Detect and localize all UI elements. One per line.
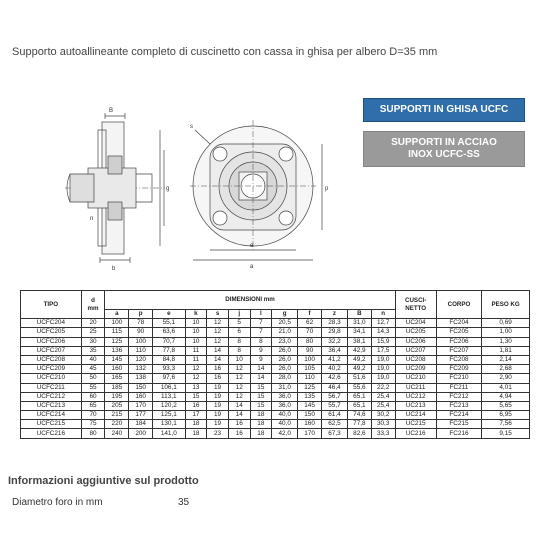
table-cell: 150 (129, 383, 153, 392)
table-cell: UCFC204 (21, 319, 82, 328)
table-cell: 7 (250, 328, 272, 337)
table-cell: 70 (298, 328, 322, 337)
dim-label-b-lower: b (112, 266, 116, 272)
dim-col-header: k (185, 310, 207, 319)
table-cell: 61,4 (321, 411, 347, 420)
table-cell: 10 (228, 355, 250, 364)
table-cell: 6 (228, 328, 250, 337)
table-cell: 115 (105, 328, 129, 337)
table-cell: 240 (105, 429, 129, 438)
table-cell: 25 (81, 328, 105, 337)
table-cell: 16 (228, 429, 250, 438)
table-cell: 4,01 (482, 383, 530, 392)
table-cell: 14 (228, 411, 250, 420)
table-cell: 120 (129, 355, 153, 364)
table-cell: 14 (207, 355, 229, 364)
table-cell: UCFC212 (21, 392, 82, 401)
table-cell: UC206 (395, 337, 436, 346)
table-cell: 51,6 (347, 374, 371, 383)
table-cell: UC209 (395, 365, 436, 374)
table-cell: 77,8 (347, 420, 371, 429)
table-cell: 220 (105, 420, 129, 429)
table-cell: 18 (250, 411, 272, 420)
table-cell: 10 (185, 319, 207, 328)
table-cell: 132 (129, 365, 153, 374)
table-row (21, 401, 530, 410)
table-cell: 42,0 (272, 429, 298, 438)
dim-col-header: B (347, 310, 371, 319)
table-cell: 26,0 (272, 365, 298, 374)
table-cell: UCFC207 (21, 346, 82, 355)
dim-label-p: p (325, 186, 329, 192)
dim-label-e: e (250, 243, 254, 249)
table-cell: UC215 (395, 420, 436, 429)
dim-col-header: p (129, 310, 153, 319)
table-cell: 141,0 (153, 429, 185, 438)
table-cell: 36,0 (272, 392, 298, 401)
table-cell: 90 (298, 346, 322, 355)
table-cell: 145 (105, 355, 129, 364)
table-cell: 10 (185, 328, 207, 337)
table-cell: 150 (298, 411, 322, 420)
table-cell: 8 (228, 346, 250, 355)
table-cell: 38,1 (347, 337, 371, 346)
table-cell: 165 (105, 374, 129, 383)
table-cell: 63,6 (153, 328, 185, 337)
table-cell: 2,90 (482, 374, 530, 383)
dim-col-header: l (250, 310, 272, 319)
table-cell: 23,0 (272, 337, 298, 346)
table-cell: 18 (185, 429, 207, 438)
dim-label-n: n (90, 216, 94, 222)
table-cell: 93,3 (153, 365, 185, 374)
table-cell: 33,3 (371, 429, 395, 438)
table-cell: 70,7 (153, 337, 185, 346)
table-row (21, 420, 530, 429)
dim-label-a: a (250, 264, 254, 270)
table-cell: 19 (207, 383, 229, 392)
table-cell: 160 (298, 420, 322, 429)
table-cell: 60 (81, 392, 105, 401)
col-header-cuscinetto (395, 291, 436, 319)
table-cell: UC213 (395, 401, 436, 410)
table-cell: 16 (207, 365, 229, 374)
table-cell: 65,1 (347, 392, 371, 401)
table-cell: UC208 (395, 355, 436, 364)
table-cell: 19 (207, 392, 229, 401)
table-cell: 130,1 (153, 420, 185, 429)
table-cell: 110 (129, 346, 153, 355)
col-header-d (81, 291, 105, 319)
table-cell: FC213 (436, 401, 481, 410)
table-cell: 14,3 (371, 328, 395, 337)
table-cell: 12 (185, 365, 207, 374)
table-cell: 62 (298, 319, 322, 328)
table-cell: 40 (81, 355, 105, 364)
table-cell: 185 (105, 383, 129, 392)
page-title: Supporto autoallineante completo di cuscinetto con cassa in ghisa per albero D=35 mm (12, 46, 438, 58)
table-cell: 80 (298, 337, 322, 346)
table-cell: 78 (129, 319, 153, 328)
table-cell: 13 (185, 383, 207, 392)
col-header-cuscinetto-line2: NETTO (405, 304, 427, 312)
table-cell: FC215 (436, 420, 481, 429)
table-cell: 35 (81, 346, 105, 355)
table-cell: 84,8 (153, 355, 185, 364)
table-cell: 9 (250, 346, 272, 355)
table-cell: 67,3 (321, 429, 347, 438)
dim-col-header: a (105, 310, 129, 319)
table-cell: 100 (105, 319, 129, 328)
table-cell: 32,2 (321, 337, 347, 346)
table-cell: 19 (207, 401, 229, 410)
table-cell: UCFC209 (21, 365, 82, 374)
table-cell: 55,1 (153, 319, 185, 328)
table-cell: 16 (185, 401, 207, 410)
table-cell: 42,6 (321, 374, 347, 383)
table-cell: FC209 (436, 365, 481, 374)
table-cell: UCFC208 (21, 355, 82, 364)
table-cell: UC214 (395, 411, 436, 420)
table-cell: 106,1 (153, 383, 185, 392)
supporti-acciaio-button[interactable] (363, 131, 525, 167)
table-cell: UC211 (395, 383, 436, 392)
table-cell: 14 (250, 365, 272, 374)
table-cell: 19 (207, 420, 229, 429)
table-cell: 170 (298, 429, 322, 438)
table-cell: 14 (250, 374, 272, 383)
table-cell: 160 (129, 392, 153, 401)
table-cell: 113,1 (153, 392, 185, 401)
table-cell: 100 (129, 337, 153, 346)
supporti-ghisa-button[interactable]: SUPPORTI IN GHISA UCFC (363, 98, 525, 122)
table-row (21, 337, 530, 346)
dim-col-header: g (272, 310, 298, 319)
table-row (21, 365, 530, 374)
table-cell: 30,3 (371, 420, 395, 429)
table-cell: FC211 (436, 383, 481, 392)
table-cell: 14 (207, 346, 229, 355)
table-cell: 42,9 (347, 346, 371, 355)
table-cell: 70 (81, 411, 105, 420)
table-row (21, 355, 530, 364)
table-cell: 4,94 (482, 392, 530, 401)
table-cell: 26,0 (272, 346, 298, 355)
table-cell: 15 (250, 392, 272, 401)
table-cell: 18 (185, 420, 207, 429)
table-cell: 0,69 (482, 319, 530, 328)
table-cell: 135 (298, 392, 322, 401)
table-cell: 16 (228, 420, 250, 429)
col-header-d-unit: mm (87, 304, 99, 312)
table-cell: 215 (105, 411, 129, 420)
table-cell: 19,0 (371, 374, 395, 383)
table-cell: UCFC215 (21, 420, 82, 429)
table-cell: 160 (105, 365, 129, 374)
table-cell: 45 (81, 365, 105, 374)
table-cell: 41,2 (321, 355, 347, 364)
table-cell: 2,68 (482, 365, 530, 374)
table-cell: 136 (105, 346, 129, 355)
table-cell: FC207 (436, 346, 481, 355)
table-cell: 19,0 (371, 355, 395, 364)
table-cell: FC212 (436, 392, 481, 401)
table-cell: UCFC210 (21, 374, 82, 383)
table-cell: 100 (298, 355, 322, 364)
table-cell: 28,3 (321, 319, 347, 328)
table-cell: 15 (185, 392, 207, 401)
dim-label-g: g (166, 186, 170, 192)
table-cell: UC207 (395, 346, 436, 355)
table-cell: 31,0 (347, 319, 371, 328)
table-cell: 30,2 (371, 411, 395, 420)
dim-label-b-upper: B (109, 108, 114, 114)
table-cell: FC216 (436, 429, 481, 438)
table-cell: UC204 (395, 319, 436, 328)
dim-col-header: s (207, 310, 229, 319)
table-cell: 55 (81, 383, 105, 392)
table-cell: 12 (228, 365, 250, 374)
table-cell: 12 (228, 374, 250, 383)
table-cell: 20,5 (272, 319, 298, 328)
front-view (190, 120, 322, 260)
table-cell: FC204 (436, 319, 481, 328)
table-cell: 65,1 (347, 401, 371, 410)
table-cell: 11 (185, 355, 207, 364)
table-cell: 56,7 (321, 392, 347, 401)
table-cell: 23 (207, 429, 229, 438)
table-cell: 105 (298, 365, 322, 374)
table-cell: 26,0 (272, 355, 298, 364)
table-cell: FC206 (436, 337, 481, 346)
table-cell: FC210 (436, 374, 481, 383)
table-cell: 15,9 (371, 337, 395, 346)
table-cell: 21,0 (272, 328, 298, 337)
table-cell: UC212 (395, 392, 436, 401)
supporti-acciaio-label-line1: SUPPORTI IN ACCIAO (391, 137, 497, 148)
table-cell: 138 (129, 374, 153, 383)
table-cell: 40,0 (272, 420, 298, 429)
spec-table (20, 290, 530, 439)
table-cell: 12 (207, 328, 229, 337)
table-cell: 14 (228, 401, 250, 410)
table-cell: 12 (228, 383, 250, 392)
table-cell: UCFC205 (21, 328, 82, 337)
table-cell: 120,2 (153, 401, 185, 410)
table-cell: 110 (298, 374, 322, 383)
table-cell: 28,0 (272, 374, 298, 383)
table-cell: 16 (207, 374, 229, 383)
table-cell: 40,2 (321, 365, 347, 374)
table-cell: 205 (105, 401, 129, 410)
table-cell: 145 (298, 401, 322, 410)
table-cell: 46,4 (321, 383, 347, 392)
table-cell: 36,0 (272, 401, 298, 410)
table-cell: 10 (185, 337, 207, 346)
table-cell: 75 (81, 420, 105, 429)
table-cell: 9 (250, 355, 272, 364)
table-cell: 11 (185, 346, 207, 355)
table-cell: 5,65 (482, 401, 530, 410)
table-cell: 9,15 (482, 429, 530, 438)
col-header-d-label: d (91, 296, 95, 304)
dim-col-header: j (228, 310, 250, 319)
technical-drawing (60, 100, 350, 275)
table-cell: FC214 (436, 411, 481, 420)
table-cell: UCFC216 (21, 429, 82, 438)
table-cell: 80 (81, 429, 105, 438)
table-cell: FC205 (436, 328, 481, 337)
table-cell: 12 (228, 392, 250, 401)
table-cell: 18 (250, 429, 272, 438)
col-header-tipo: TIPO (21, 291, 82, 319)
col-header-peso: PESO KG (482, 291, 530, 319)
table-cell: 97,6 (153, 374, 185, 383)
dim-col-header: e (153, 310, 185, 319)
supporti-acciaio-label-line2: INOX UCFC-SS (408, 149, 480, 160)
table-cell: 15 (250, 401, 272, 410)
table-row (21, 429, 530, 438)
table-cell: UCFC214 (21, 411, 82, 420)
table-cell: 1,81 (482, 346, 530, 355)
table-cell: 12 (207, 319, 229, 328)
table-cell: UCFC213 (21, 401, 82, 410)
table-cell: UC210 (395, 374, 436, 383)
table-cell: 62,5 (321, 420, 347, 429)
table-cell: 90 (129, 328, 153, 337)
table-row (21, 392, 530, 401)
table-cell: 74,6 (347, 411, 371, 420)
table-cell: UCFC211 (21, 383, 82, 392)
col-header-cuscinetto-line1: CUSCI- (405, 296, 427, 304)
table-cell: 195 (105, 392, 129, 401)
side-view (65, 113, 165, 263)
table-cell: 200 (129, 429, 153, 438)
table-cell: 8 (228, 337, 250, 346)
table-cell: 125,1 (153, 411, 185, 420)
table-cell: UCFC206 (21, 337, 82, 346)
table-cell: 49,2 (347, 355, 371, 364)
table-cell: 77,8 (153, 346, 185, 355)
table-cell: 2,14 (482, 355, 530, 364)
table-cell: 6,95 (482, 411, 530, 420)
table-cell: 25,4 (371, 401, 395, 410)
table-row (21, 374, 530, 383)
table-cell: 55,6 (347, 383, 371, 392)
dim-col-header: z (321, 310, 347, 319)
info-diametro-value: 35 (178, 497, 190, 508)
table-cell: 29,8 (321, 328, 347, 337)
table-cell: 5 (228, 319, 250, 328)
table-row (21, 346, 530, 355)
table-row (21, 411, 530, 420)
table-cell: 170 (129, 401, 153, 410)
table-cell: 30 (81, 337, 105, 346)
table-cell: 1,30 (482, 337, 530, 346)
dim-col-header: f (298, 310, 322, 319)
table-cell: 65 (81, 401, 105, 410)
table-cell: 7,56 (482, 420, 530, 429)
table-cell: 15 (250, 383, 272, 392)
table-cell: 19 (207, 411, 229, 420)
table-cell: 125 (105, 337, 129, 346)
info-diametro-label: Diametro foro in mm (12, 497, 103, 508)
table-cell: 55,7 (321, 401, 347, 410)
table-cell: 18 (250, 420, 272, 429)
table-cell: 34,1 (347, 328, 371, 337)
table-cell: 19,0 (371, 365, 395, 374)
table-cell: 82,6 (347, 429, 371, 438)
table-cell: UC216 (395, 429, 436, 438)
table-cell: UC205 (395, 328, 436, 337)
table-cell: 31,0 (272, 383, 298, 392)
table-cell: FC208 (436, 355, 481, 364)
table-cell: 40,0 (272, 411, 298, 420)
table-cell: 17 (185, 411, 207, 420)
col-header-dimensioni: DIMENSIONI mm (105, 291, 395, 310)
table-cell: 17,5 (371, 346, 395, 355)
table-cell: 12 (207, 337, 229, 346)
table-cell: 125 (298, 383, 322, 392)
table-cell: 22,2 (371, 383, 395, 392)
table-cell: 20 (81, 319, 105, 328)
table-cell: 1,00 (482, 328, 530, 337)
table-cell: 25,4 (371, 392, 395, 401)
table-cell: 184 (129, 420, 153, 429)
table-cell: 12,7 (371, 319, 395, 328)
table-cell: 8 (250, 337, 272, 346)
table-cell: 12 (185, 374, 207, 383)
table-cell: 36,4 (321, 346, 347, 355)
table-row (21, 383, 530, 392)
table-row (21, 328, 530, 337)
table-cell: 7 (250, 319, 272, 328)
table-cell: 177 (129, 411, 153, 420)
dim-label-s: s (190, 124, 193, 130)
col-header-corpo: CORPO (436, 291, 481, 319)
dim-col-header: n (371, 310, 395, 319)
table-row (21, 319, 530, 328)
info-section-title: Informazioni aggiuntive sul prodotto (8, 475, 199, 487)
table-cell: 49,2 (347, 365, 371, 374)
table-cell: 50 (81, 374, 105, 383)
